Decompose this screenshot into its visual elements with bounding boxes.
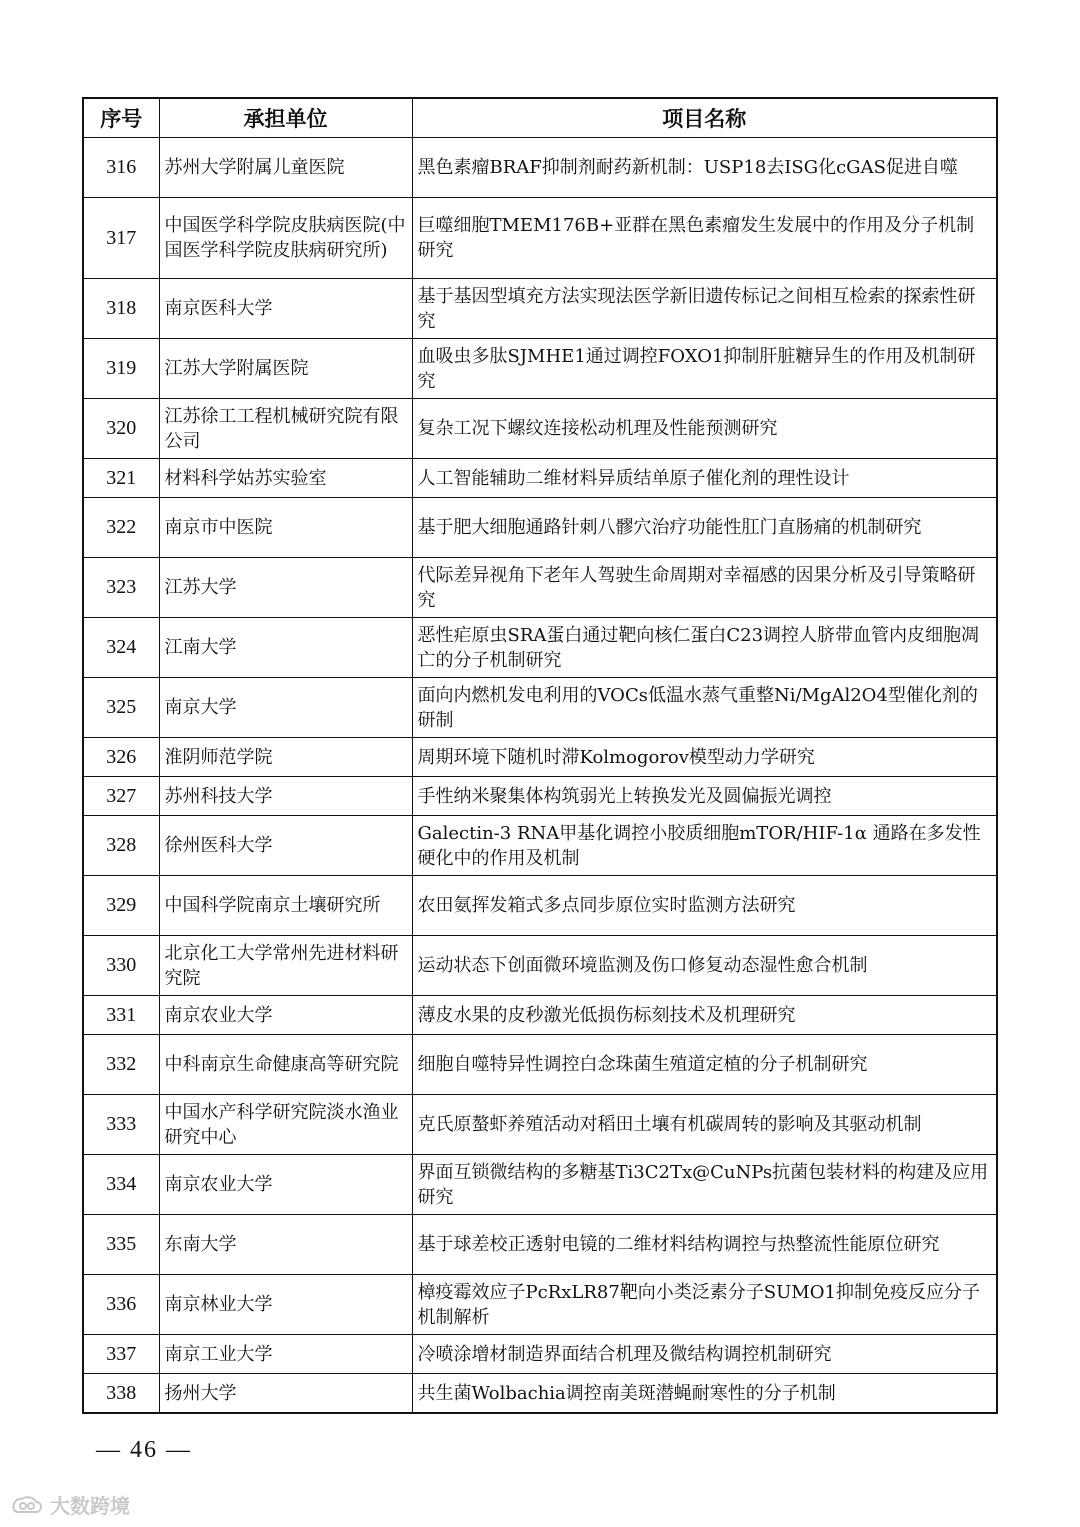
watermark bbox=[10, 1490, 130, 1519]
row-serial: 330 bbox=[83, 936, 159, 996]
table-row bbox=[83, 1374, 997, 1414]
row-unit: 南京市中医院 bbox=[159, 498, 412, 558]
watermark-text: 大数跨境 bbox=[50, 1494, 130, 1518]
row-serial: 335 bbox=[83, 1215, 159, 1275]
table-row bbox=[83, 876, 997, 936]
row-project: 基于球差校正透射电镜的二维材料结构调控与热整流性能原位研究 bbox=[412, 1215, 997, 1275]
row-serial: 317 bbox=[83, 198, 159, 279]
header-serial: 序号 bbox=[83, 98, 159, 138]
row-serial: 320 bbox=[83, 399, 159, 459]
table-row bbox=[83, 936, 997, 996]
watermark-logo-icon bbox=[10, 1494, 44, 1516]
row-project: 基于肥大细胞通路针刺八髎穴治疗功能性肛门直肠痛的机制研究 bbox=[412, 498, 997, 558]
row-unit: 东南大学 bbox=[159, 1215, 412, 1275]
table-row bbox=[83, 678, 997, 738]
row-project: 冷喷涂增材制造界面结合机理及微结构调控机制研究 bbox=[412, 1335, 997, 1374]
row-project: 克氏原螯虾养殖活动对稻田土壤有机碳周转的影响及其驱动机制 bbox=[412, 1095, 997, 1155]
row-unit: 中国医学科学院皮肤病医院(中国医学科学院皮肤病研究所) bbox=[159, 198, 412, 279]
table-row bbox=[83, 1095, 997, 1155]
table-row bbox=[83, 1035, 997, 1095]
row-serial: 332 bbox=[83, 1035, 159, 1095]
row-serial: 326 bbox=[83, 738, 159, 777]
row-project: 血吸虫多肽SJMHE1通过调控FOXO1抑制肝脏糖异生的作用及机制研究 bbox=[412, 339, 997, 399]
row-serial: 319 bbox=[83, 339, 159, 399]
page-number: — 46 — bbox=[96, 1437, 192, 1463]
table-row bbox=[83, 558, 997, 618]
table-row bbox=[83, 1155, 997, 1215]
row-serial: 333 bbox=[83, 1095, 159, 1155]
row-unit: 苏州科技大学 bbox=[159, 777, 412, 816]
header-unit: 承担单位 bbox=[159, 98, 412, 138]
row-project: 界面互锁微结构的多糖基Ti3C2Tx@CuNPs抗菌包装材料的构建及应用研究 bbox=[412, 1155, 997, 1215]
row-unit: 南京林业大学 bbox=[159, 1275, 412, 1335]
table-row bbox=[83, 777, 997, 816]
row-unit: 中国水产科学研究院淡水渔业研究中心 bbox=[159, 1095, 412, 1155]
row-unit: 中国科学院南京土壤研究所 bbox=[159, 876, 412, 936]
table-row bbox=[83, 996, 997, 1035]
table-row bbox=[83, 498, 997, 558]
row-serial: 324 bbox=[83, 618, 159, 678]
table-row bbox=[83, 816, 997, 876]
row-unit: 江苏徐工工程机械研究院有限公司 bbox=[159, 399, 412, 459]
row-project: 恶性疟原虫SRA蛋白通过靶向核仁蛋白C23调控人脐带血管内皮细胞凋亡的分子机制研究 bbox=[412, 618, 997, 678]
row-serial: 325 bbox=[83, 678, 159, 738]
row-project: 黑色素瘤BRAF抑制剂耐药新机制：USP18去ISG化cGAS促进自噬 bbox=[412, 138, 997, 198]
row-serial: 337 bbox=[83, 1335, 159, 1374]
table-row bbox=[83, 138, 997, 198]
row-unit: 南京医科大学 bbox=[159, 279, 412, 339]
row-serial: 334 bbox=[83, 1155, 159, 1215]
row-serial: 323 bbox=[83, 558, 159, 618]
row-project: 薄皮水果的皮秒激光低损伤标刻技术及机理研究 bbox=[412, 996, 997, 1035]
row-project: 基于基因型填充方法实现法医学新旧遗传标记之间相互检索的探索性研究 bbox=[412, 279, 997, 339]
table-row bbox=[83, 198, 997, 279]
row-project: 代际差异视角下老年人驾驶生命周期对幸福感的因果分析及引导策略研究 bbox=[412, 558, 997, 618]
row-unit: 中科南京生命健康高等研究院 bbox=[159, 1035, 412, 1095]
row-project: 共生菌Wolbachia调控南美斑潜蝇耐寒性的分子机制 bbox=[412, 1374, 997, 1414]
row-project: 面向内燃机发电利用的VOCs低温水蒸气重整Ni/MgAl2O4型催化剂的研制 bbox=[412, 678, 997, 738]
row-serial: 338 bbox=[83, 1374, 159, 1414]
row-serial: 336 bbox=[83, 1275, 159, 1335]
row-unit: 江苏大学附属医院 bbox=[159, 339, 412, 399]
table-row bbox=[83, 279, 997, 339]
row-unit: 江南大学 bbox=[159, 618, 412, 678]
table-row bbox=[83, 339, 997, 399]
row-project: Galectin-3 RNA甲基化调控小胶质细胞mTOR/HIF-1α 通路在多发性硬化中的作用及机制 bbox=[412, 816, 997, 876]
row-unit: 苏州大学附属儿童医院 bbox=[159, 138, 412, 198]
row-project: 人工智能辅助二维材料异质结单原子催化剂的理性设计 bbox=[412, 459, 997, 498]
row-serial: 321 bbox=[83, 459, 159, 498]
row-unit: 江苏大学 bbox=[159, 558, 412, 618]
row-serial: 322 bbox=[83, 498, 159, 558]
row-unit: 南京大学 bbox=[159, 678, 412, 738]
row-unit: 北京化工大学常州先进材料研究院 bbox=[159, 936, 412, 996]
row-unit: 徐州医科大学 bbox=[159, 816, 412, 876]
project-table bbox=[82, 97, 998, 1414]
table-row bbox=[83, 618, 997, 678]
row-project: 巨噬细胞TMEM176B+亚群在黑色素瘤发生发展中的作用及分子机制研究 bbox=[412, 198, 997, 279]
row-project: 运动状态下创面微环境监测及伤口修复动态湿性愈合机制 bbox=[412, 936, 997, 996]
row-project: 樟疫霉效应子PcRxLR87靶向小类泛素分子SUMO1抑制免疫反应分子机制解析 bbox=[412, 1275, 997, 1335]
table-row bbox=[83, 1335, 997, 1374]
table-row bbox=[83, 459, 997, 498]
row-serial: 327 bbox=[83, 777, 159, 816]
row-unit: 南京农业大学 bbox=[159, 1155, 412, 1215]
table-row bbox=[83, 1215, 997, 1275]
table-header-row bbox=[83, 98, 997, 138]
row-serial: 318 bbox=[83, 279, 159, 339]
row-unit: 材料科学姑苏实验室 bbox=[159, 459, 412, 498]
row-unit: 南京农业大学 bbox=[159, 996, 412, 1035]
row-project: 手性纳米聚集体构筑弱光上转换发光及圆偏振光调控 bbox=[412, 777, 997, 816]
row-unit: 南京工业大学 bbox=[159, 1335, 412, 1374]
row-project: 细胞自噬特异性调控白念珠菌生殖道定植的分子机制研究 bbox=[412, 1035, 997, 1095]
row-serial: 329 bbox=[83, 876, 159, 936]
row-project: 复杂工况下螺纹连接松动机理及性能预测研究 bbox=[412, 399, 997, 459]
row-serial: 331 bbox=[83, 996, 159, 1035]
row-serial: 328 bbox=[83, 816, 159, 876]
row-project: 周期环境下随机时滞Kolmogorov模型动力学研究 bbox=[412, 738, 997, 777]
row-unit: 淮阴师范学院 bbox=[159, 738, 412, 777]
row-serial: 316 bbox=[83, 138, 159, 198]
table-row bbox=[83, 738, 997, 777]
row-project: 农田氨挥发箱式多点同步原位实时监测方法研究 bbox=[412, 876, 997, 936]
header-project: 项目名称 bbox=[412, 98, 997, 138]
row-unit: 扬州大学 bbox=[159, 1374, 412, 1414]
table-row bbox=[83, 1275, 997, 1335]
table-row bbox=[83, 399, 997, 459]
